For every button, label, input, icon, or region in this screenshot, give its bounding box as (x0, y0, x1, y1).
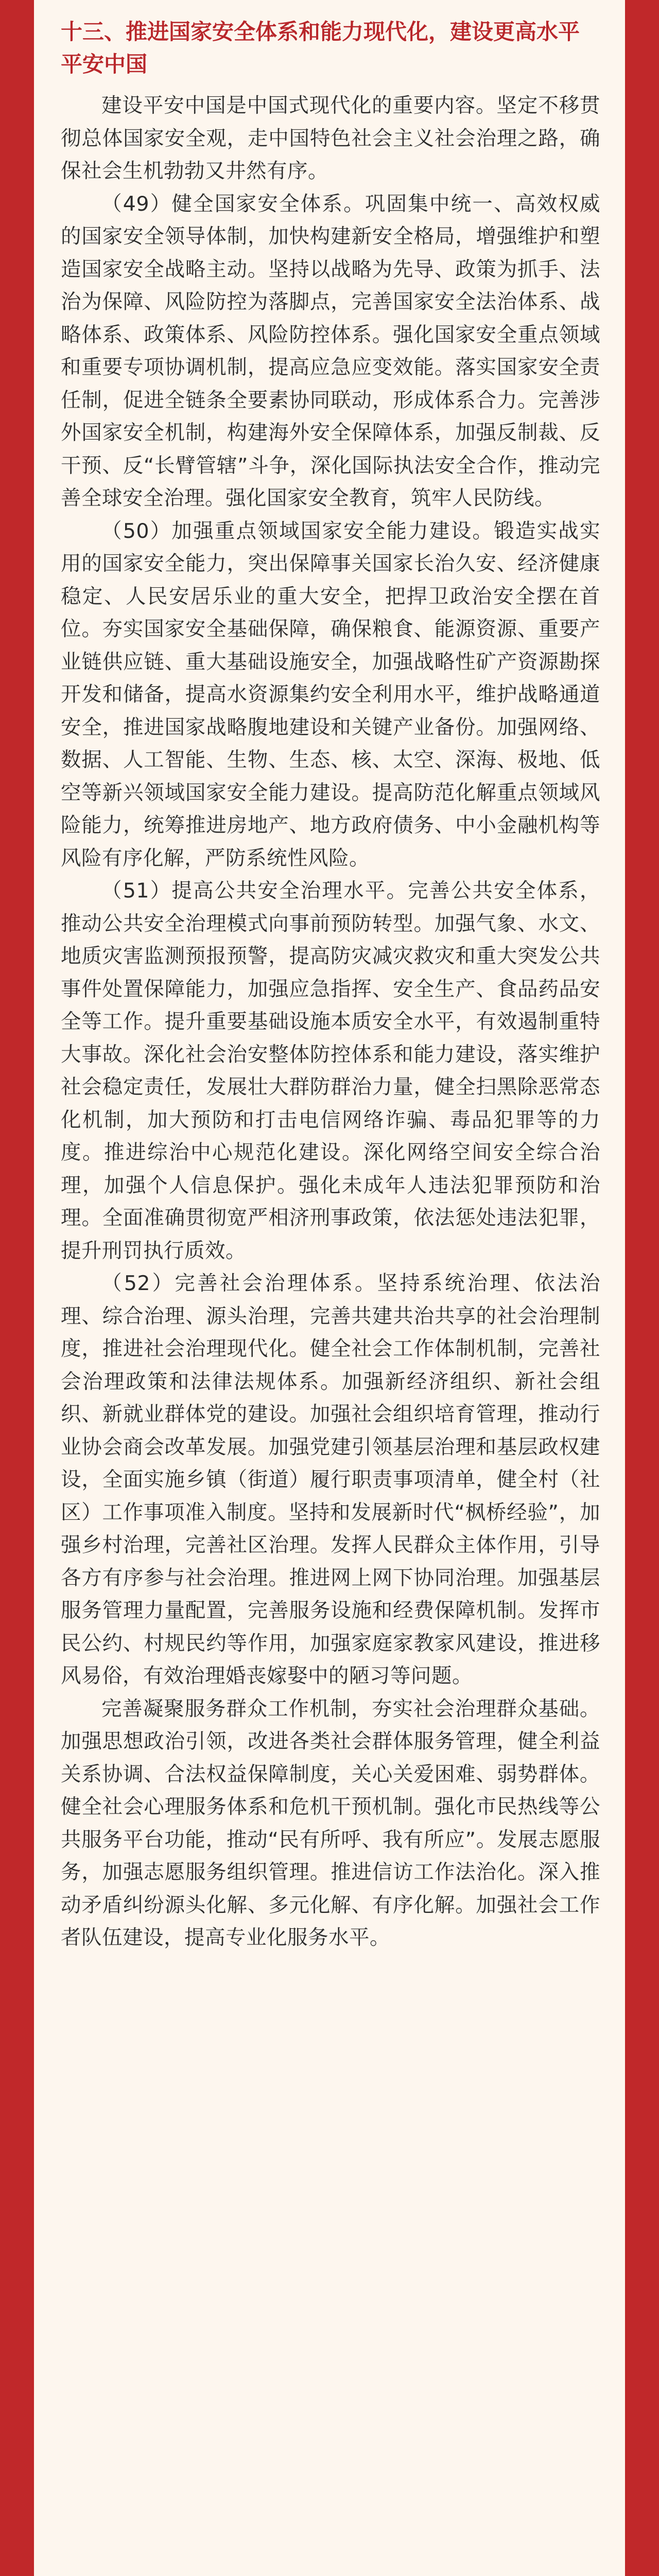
paragraph-52: （52）完善社会治理体系。坚持系统治理、依法治理、综合治理、源头治理，完善共建共治共享的社会治理制度，推进社会治理现代化。健全社会工作体制机制，完善社会治理政策和法律法规体系。加强新经济组织、新社会组织、新就业群体党的建设。加强社会组织培育管理，推动行业协会商会改革发展。加强党建引领基层治理和基层政权建设，全面实施乡镇（街道）履行职责事项清单，健全村（社区）工作事项准入制度。坚持和发展新时代“枫桥经验”，加强乡村治理，完善社区治理。发挥人民群众主体作用，引导各方有序参与社会治理。推进网上网下协同治理。加强基层服务管理力量配置，完善服务设施和经费保障机制。发挥市民公约、村规民约等作用，加强家庭家教家风建设，推进移风易俗，有效治理婚丧嫁娶中的陋习等问题。 (61, 1272, 600, 1688)
section-heading: 十三、推进国家安全体系和能力现代化，建设更高水平平安中国 (61, 19, 580, 77)
paragraph-51: （51）提高公共安全治理水平。完善公共安全体系，推动公共安全治理模式向事前预防转型。加强气象、水文、地质灾害监测预报预警，提高防灾减灾救灾和重大突发公共事件处置保障能力，加强应急指挥、安全生产、食品药品安全等工作。提升重要基础设施本质安全水平，有效遏制重特大事故。深化社会治安整体防控体系和能力建设，落实维护社会稳定责任，发展壮大群防群治力量，健全扫黑除恶常态化机制，加大预防和打击电信网络诈骗、毒品犯罪等的力度。推进综治中心规范化建设。深化网络空间安全综合治理，加强个人信息保护。强化未成年人违法犯罪预防和治理。全面准确贯彻宽严相济刑事政策，依法惩处违法犯罪，提升刑罚执行质效。 (61, 879, 600, 1263)
paragraph-masses-work: 完善凝聚服务群众工作机制，夯实社会治理群众基础。加强思想政治引领，改进各类社会群体服务管理，健全利益关系协调、合法权益保障制度，关心关爱困难、弱势群体。健全社会心理服务体系和危机干预机制。强化市民热线等公共服务平台功能，推动“民有所呼、我有所应”。发展志愿服务，加强志愿服务组织管理。推进信访工作法治化。深入推动矛盾纠纷源头化解、多元化解、有序化解。加强社会工作者队伍建设，提高专业化服务水平。 (61, 1697, 600, 1950)
paragraph-intro: 建设平安中国是中国式现代化的重要内容。坚定不移贯彻总体国家安全观，走中国特色社会主义社会治理之路，确保社会生机勃勃又井然有序。 (61, 94, 600, 183)
article-panel (34, 0, 625, 2576)
paragraph-49: （49）健全国家安全体系。巩固集中统一、高效权威的国家安全领导体制，加快构建新安全格局，增强维护和塑造国家安全战略主动。坚持以战略为先导、政策为抓手、法治为保障、风险防控为落脚点，完善国家安全法治体系、战略体系、政策体系、风险防控体系。强化国家安全重点领域和重要专项协调机制，提高应急应变效能。落实国家安全责任制，促进全链条全要素协同联动，形成体系合力。完善涉外国家安全机制，构建海外安全保障体系，加强反制裁、反干预、反“长臂管辖”斗争，深化国际执法安全合作，推动完善全球安全治理。强化国家安全教育，筑牢人民防线。 (61, 192, 600, 510)
paragraph-50: （50）加强重点领域国家安全能力建设。锻造实战实用的国家安全能力，突出保障事关国家长治久安、经济健康稳定、人民安居乐业的重大安全，把捍卫政治安全摆在首位。夯实国家安全基础保障，确保粮食、能源资源、重要产业链供应链、重大基础设施安全，加强战略性矿产资源勘探开发和储备，提高水资源集约安全利用水平，维护战略通道安全，推进国家战略腹地建设和关键产业备份。加强网络、数据、人工智能、生物、生态、核、太空、深海、极地、低空等新兴领域国家安全能力建设。提高防范化解重点领域风险能力，统筹推进房地产、地方政府债务、中小金融机构等风险有序化解，严防系统性风险。 (61, 519, 600, 870)
